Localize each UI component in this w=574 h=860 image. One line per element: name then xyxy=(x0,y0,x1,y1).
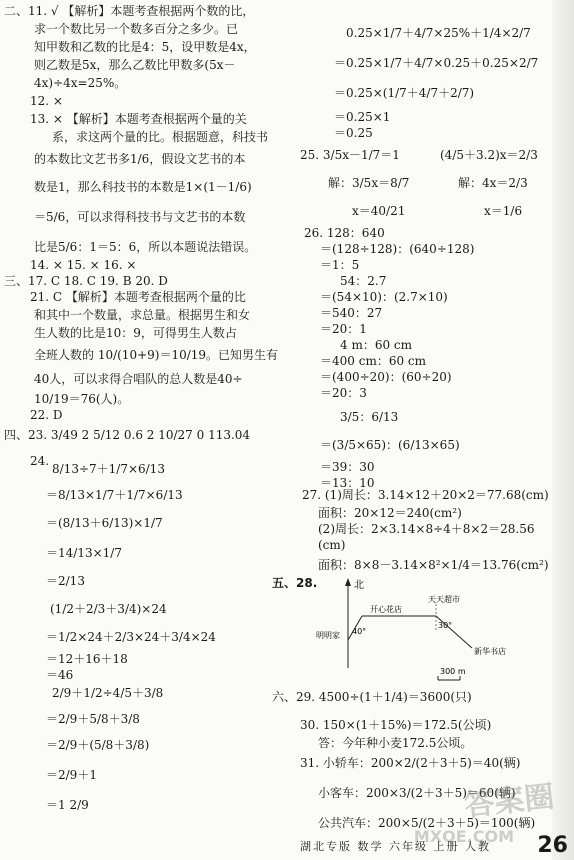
right-line: ＝13：10 xyxy=(320,476,375,490)
left-line: 比是5/6：1＝5：6，所以本题说法错误。 xyxy=(34,240,257,254)
left-line: (1/2＋2/3＋3/4)×24 xyxy=(50,602,167,616)
left-line: 2/9＋1/2÷4/5＋3/8 xyxy=(52,686,164,700)
watermark-url: MXQE.COM xyxy=(413,827,514,846)
left-line: ＝1/2×24＋2/3×24＋3/4×24 xyxy=(46,630,216,644)
left-line: 和其中一个数量，求总量。根据男生和女 xyxy=(34,308,251,322)
left-line: 14. × 15. × 16. × xyxy=(30,258,137,272)
left-line: ＝(8/13＋6/13)×1/7 xyxy=(46,516,163,530)
page-number: 26 xyxy=(537,833,568,858)
right-line: 30. 150×(1＋15%)＝172.5(公顷) xyxy=(300,718,492,732)
tiantian-label: 天天超市 xyxy=(428,595,460,604)
right-line: 31. 小轿车：200×2/(2＋3＋5)＝40(辆) xyxy=(300,756,521,770)
left-line: 系，求这两个量的比。根据题意，科技书 xyxy=(52,130,269,144)
left-line: 生人数的比是10：9，可得男生人数占 xyxy=(34,326,237,340)
left-line: ＝46 xyxy=(46,668,74,682)
left-line: 40人，可以求得合唱队的总人数是40÷ xyxy=(34,372,243,386)
right-line: ＝(128÷128)：(640÷128) xyxy=(320,242,475,256)
left-line: ＝2/9＋(5/8＋3/8) xyxy=(46,738,150,752)
right-line: ＝0.25×(1/7＋4/7＋2/7) xyxy=(334,86,475,100)
right-line: 面积：20×12＝240(cm²) xyxy=(318,506,462,520)
left-line: ＝2/13 xyxy=(46,574,85,588)
section-28-label: 五、28. xyxy=(272,576,318,590)
page-footer xyxy=(0,834,574,860)
right-line: 25. 3/5x－1/7＝1 xyxy=(300,148,400,162)
right-line: ＝0.25×1 xyxy=(334,110,391,124)
left-line: 8/13÷7＋1/7×6/13 xyxy=(52,462,165,476)
left-line: 22. D xyxy=(30,408,63,422)
right-line: 解：3/5x＝8/7 xyxy=(328,176,410,190)
kaixin-label: 开心花店 xyxy=(370,605,402,614)
right-line: ＝540：27 xyxy=(320,306,383,320)
scale-label: 300 m xyxy=(440,667,466,676)
left-line: 三、17. C 18. C 19. B 20. D xyxy=(4,274,168,288)
north-label: 北 xyxy=(354,580,364,591)
left-line: ＝12＋16＋18 xyxy=(46,652,128,666)
mingming-label: 明明家 xyxy=(316,631,340,640)
left-line: ＝1 2/9 xyxy=(46,798,89,812)
north-arrowhead xyxy=(345,578,351,586)
right-line: 54：2.7 xyxy=(340,274,387,288)
right-line: (cm) xyxy=(318,538,346,552)
right-line: ＝400 cm：60 cm xyxy=(320,354,427,368)
left-line: ＝2/9＋1 xyxy=(46,768,97,782)
right-line: 答：今年种小麦172.5公顷。 xyxy=(318,736,473,750)
xinhua-label: 新华书店 xyxy=(474,647,506,656)
left-line: ＝14/13×1/7 xyxy=(46,546,122,560)
left-line: 数是1，那么科技书的本数是1×(1－1/6) xyxy=(34,180,252,194)
left-line: 24. xyxy=(30,454,50,468)
right-line: ＝20：3 xyxy=(320,386,367,400)
left-line: 10/19＝76(人)。 xyxy=(34,392,130,406)
right-line: ＝1：5 xyxy=(320,258,360,272)
right-line: (2)周长：2×3.14×8÷4＋8×2＝28.56 xyxy=(318,522,535,536)
left-line: 求一个数比另一个数多百分之多少。已 xyxy=(34,22,239,36)
right-line: 六、29. 4500÷(1＋1/4)＝3600(只) xyxy=(272,690,472,704)
left-line: 二、11. √ 【解析】本题考查根据两个数的比， xyxy=(4,4,255,18)
right-line: 27. (1)周长：3.14×12＋20×2＝77.68(cm) xyxy=(302,488,549,502)
right-line: x＝1/6 xyxy=(484,204,523,218)
left-line: 四、23. 3/49 2 5/12 0.6 2 10/27 0 113.04 xyxy=(4,428,251,442)
left-line: 4x)÷4x=25%。 xyxy=(34,76,127,90)
right-line: (4/5＋3.2)x＝2/3 xyxy=(440,148,538,162)
footer-text: 湖北专版 数学 六年级 上册 人教 xyxy=(300,840,491,853)
right-line: ＝0.25×1/7＋4/7×0.25＋0.25×2/7 xyxy=(334,56,539,70)
left-line: ＝8/13×1/7＋1/7×6/13 xyxy=(46,488,183,502)
right-line: ＝(400÷20)：(60÷20) xyxy=(320,370,452,384)
left-line: ＝5/6，可以求得科技书与文艺书的本数 xyxy=(34,210,246,224)
right-line: 面积：8×8－3.14×8²×1/4＝13.76(cm²) xyxy=(318,558,549,572)
angle-40: 40° xyxy=(352,627,367,636)
angle-30: 30° xyxy=(438,621,453,630)
left-line: ＝2/9＋5/8＋3/8 xyxy=(46,712,140,726)
left-line: 的本数比文艺书多1/6，假设文艺书的本 xyxy=(34,152,246,166)
left-line: 知甲数和乙数的比是4：5，设甲数是4x， xyxy=(34,40,256,54)
right-line: 26. 128：640 xyxy=(304,226,385,240)
watermark-logo: 答案圈 xyxy=(462,779,556,824)
right-line: x＝40/21 xyxy=(352,204,406,218)
right-line: ＝20：1 xyxy=(320,322,367,336)
right-line: ＝39：30 xyxy=(320,460,375,474)
left-line: 12. × xyxy=(30,94,63,108)
page-edge xyxy=(552,0,574,860)
right-line: ＝0.25 xyxy=(334,126,373,140)
left-line: 21. C 【解析】本题考查根据两个量的比 xyxy=(30,290,246,304)
right-line: ＝(54×10)：(2.7×10) xyxy=(320,290,448,304)
left-line: 则乙数是5x，那么乙数比甲数多(5x－ xyxy=(34,58,236,72)
right-line: ＝(3/5×65)：(6/13×65) xyxy=(320,438,460,452)
map-diagram xyxy=(314,576,534,686)
right-line: 4 m：60 cm xyxy=(340,338,413,352)
right-line: 3/5：6/13 xyxy=(340,410,399,424)
right-line: 公共汽车：200×5/(2＋3＋5)＝100(辆) xyxy=(318,816,536,830)
left-line: 13. × 【解析】本题考查根据两个量的关 xyxy=(30,112,247,126)
right-line: 0.25×1/7＋4/7×25%＋1/4×2/7 xyxy=(346,26,531,40)
left-line: 全班人数的 10/(10+9)＝10/19。已知男生有 xyxy=(34,348,279,362)
right-line: 小客车：200×3/(2＋3＋5)＝60(辆) xyxy=(318,786,516,800)
right-line: 解：4x＝2/3 xyxy=(458,176,528,190)
